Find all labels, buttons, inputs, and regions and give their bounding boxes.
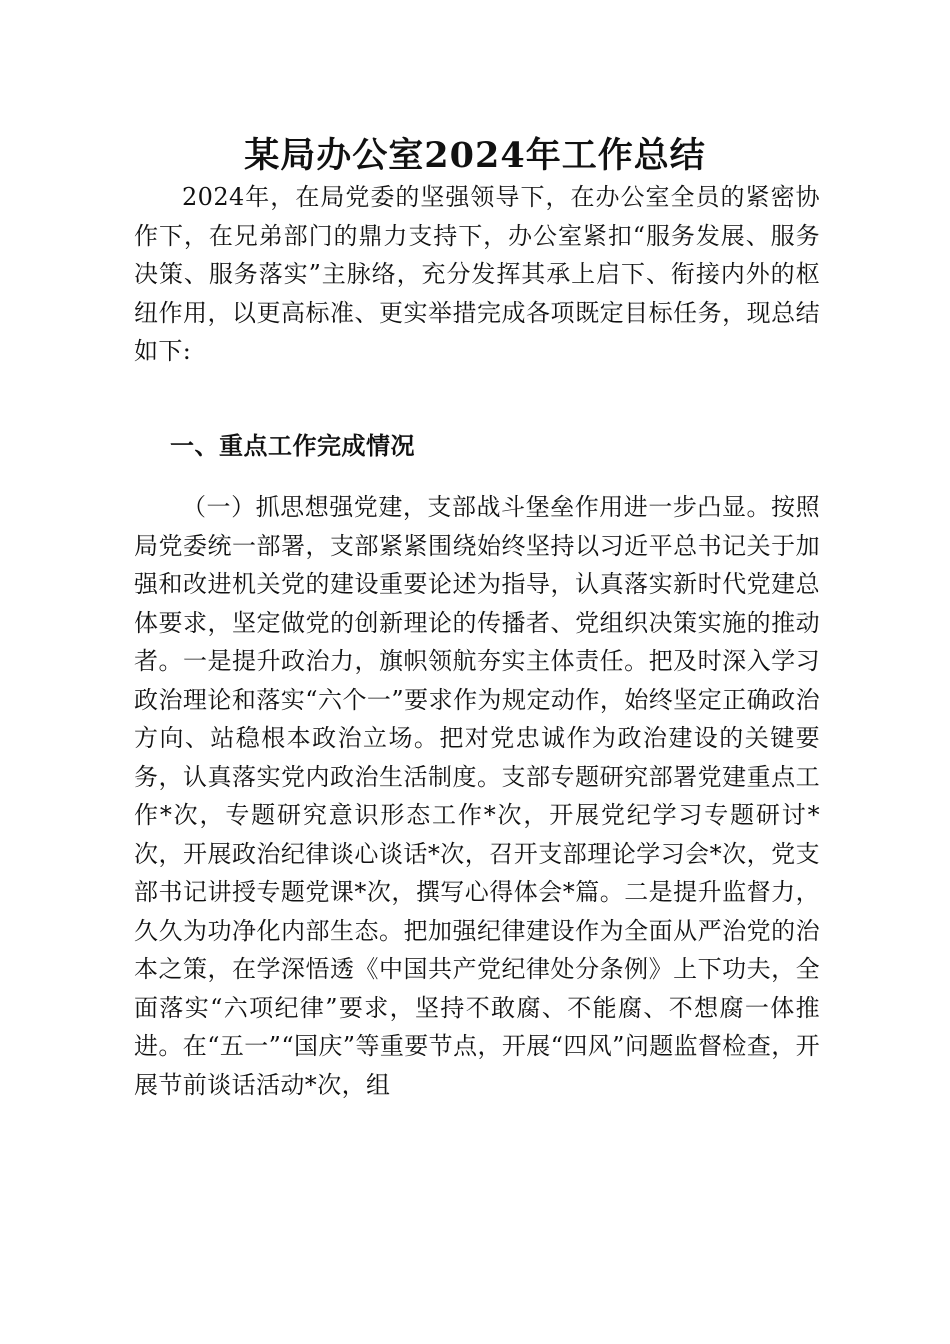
subsection-lead: （一）抓思想强党建，支部战斗堡垒作用进一步凸显。: [182, 493, 772, 521]
intro-paragraph: 2024年，在局党委的坚强领导下，在办公室全员的紧密协作下，在兄弟部门的鼎力支持下，办公室紧扣“服务发展、服务决策、服务落实”主脉络，充分发挥其承上启下、衔接内外的枢纽作用，以更高标准、更实举措完成各项既定目标任务，现总结如下:: [134, 183, 820, 365]
subsection-body: 按照局党委统一部署，支部紧紧围绕始终坚持以习近平总书记关于加强和改进机关党的建设重要论述为指导，认真落实新时代党建总体要求，坚定做党的创新理论的传播者、党组织决策实施的推动者。一是提升政治力，旗帜领航夯实主体责任。把及时深入学习政治理论和落实“六个一”要求作为规定动作，始终坚定正确政治方向、站稳根本政治立场。把对党忠诚作为政治建设的关键要务，认真落实党内政治生活制度。支部专题研究部署党建重点工作*次，专题研究意识形态工作*次，开展党纪学习专题研讨*次，开展政治纪律谈心谈话*次，召开支部理论学习会*次，党支部书记讲授专题党课*次，撰写心得体会*篇。二是提升监督力，久久为功净化内部生态。把加强纪律建设作为全面从严治党的治本之策，在学深悟透《中国共产党纪律处分条例》上下功夫，全面落实“六项纪律”要求，坚持不敢腐、不能腐、不想腐一体推进。在“五一”“国庆”等重要节点，开展“四风”问题监督检查，开展节前谈话活动*次，组: [134, 493, 821, 1099]
document-title: 某局办公室2024年工作总结: [244, 135, 706, 176]
subsection-paragraph-1: [134, 488, 820, 1104]
section-heading-1: 一、重点工作完成情况: [170, 432, 415, 460]
